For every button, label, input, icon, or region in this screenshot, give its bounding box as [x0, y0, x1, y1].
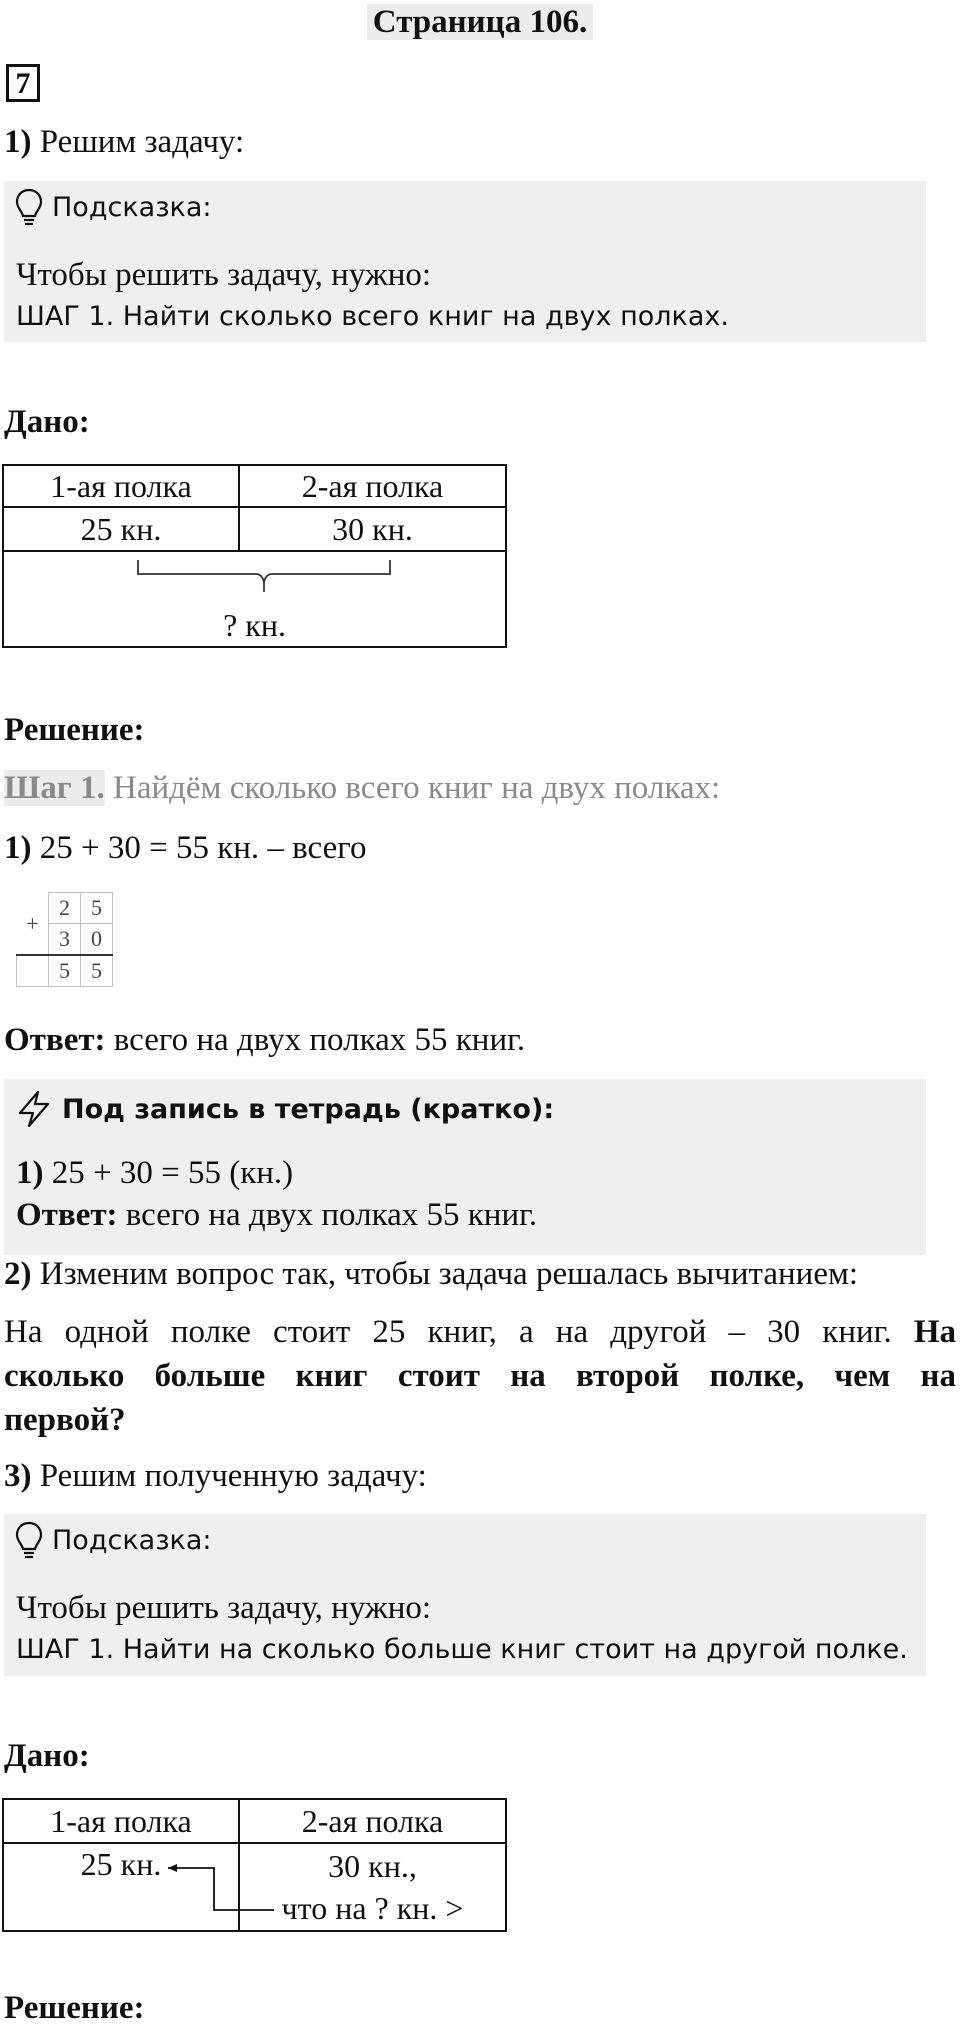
- given-table-2: [2, 1798, 507, 1932]
- note-eq-num: 1): [16, 1155, 44, 1191]
- hint-header: [14, 187, 212, 227]
- shelf2-header: 2-ая полка: [239, 465, 506, 507]
- page-title: [0, 4, 960, 41]
- curly-brace: [136, 558, 392, 594]
- shelf1-header: 1-ая полка: [3, 1799, 239, 1843]
- hint-box-1: [4, 181, 926, 342]
- lightbulb-icon: [14, 1520, 44, 1560]
- task-text-line-2: сколько больше книг стоит на второй полке, чем на: [4, 1358, 956, 1394]
- shelf2-comparison: что на ? кн. >: [281, 1890, 464, 1926]
- note-title: Под запись в тетрадь (кратко): [62, 1093, 544, 1125]
- note-answer-text: всего на двух полках 55 книг.: [125, 1197, 538, 1233]
- hint-step-label: ШАГ 1.: [16, 301, 115, 332]
- plus-sign: +: [17, 893, 49, 956]
- shelf1-value-cell: [3, 1843, 239, 1931]
- total-value: ? кн.: [223, 607, 286, 643]
- hint-box-2: [4, 1514, 926, 1676]
- lightning-icon: [14, 1089, 54, 1129]
- solution-label-1: Решение:: [4, 712, 145, 748]
- digit-s2: 5: [81, 955, 113, 987]
- task-text-line-3: первой?: [4, 1402, 126, 1438]
- equation-num: 1): [4, 830, 32, 866]
- hint-step: [16, 301, 729, 332]
- hint-step: [16, 1634, 908, 1665]
- page-title-text: Страница 106.: [367, 4, 593, 40]
- part1-text: Решим задачу:: [39, 124, 245, 160]
- task-text-line-1: [4, 1314, 956, 1351]
- shelf1-value: 25 кн.: [80, 1846, 162, 1882]
- note-colon: :: [543, 1093, 555, 1125]
- part1-num: 1): [4, 124, 32, 160]
- part1-heading: [4, 124, 244, 161]
- part3-text: Решим полученную задачу:: [39, 1458, 427, 1494]
- total-cell: [3, 551, 506, 647]
- part2-heading: [4, 1256, 858, 1293]
- answer-1: [4, 1022, 525, 1059]
- part3-heading: [4, 1458, 427, 1495]
- task-number: 7: [15, 67, 31, 100]
- part3-num: 3): [4, 1458, 32, 1494]
- equation-1: [4, 830, 366, 867]
- hint-line-1: Чтобы решить задачу, нужно:: [16, 257, 432, 293]
- note-answer-label: Ответ:: [16, 1197, 118, 1233]
- note-equation: [16, 1155, 293, 1192]
- comparison-arrow: [164, 1864, 276, 1920]
- hint-header: [14, 1520, 212, 1560]
- given-label-1: Дано:: [4, 404, 90, 440]
- answer-label: Ответ:: [4, 1022, 106, 1058]
- note-header: [14, 1089, 554, 1129]
- digit-b2: 0: [81, 924, 113, 956]
- hint-title: Подсказка:: [52, 1524, 212, 1556]
- equation-text: 25 + 30 = 55 кн. – всего: [39, 830, 367, 866]
- shelf2-value: 30 кн.: [239, 507, 506, 551]
- digit-a1: 2: [49, 893, 81, 924]
- hint-step-text: Найти на сколько больше книг стоит на другой полке.: [122, 1634, 908, 1665]
- hint-step-label: ШАГ 1.: [16, 1634, 115, 1665]
- solution-step-text: Найдём сколько всего книг на двух полках:: [112, 770, 721, 806]
- digit-a2: 5: [81, 893, 113, 924]
- column-addition: [16, 892, 113, 987]
- solution-step: [4, 770, 720, 807]
- task-text-plain: На одной полке стоит 25 книг, а на другой – 30 книг.: [4, 1314, 892, 1350]
- hint-line-1: Чтобы решить задачу, нужно:: [16, 1590, 432, 1626]
- note-eq-text: 25 + 30 = 55 (кн.): [51, 1155, 294, 1191]
- note-answer: [16, 1197, 537, 1234]
- solution-step-label: Шаг 1.: [4, 770, 105, 806]
- shelf2-value-cell: [239, 1843, 506, 1931]
- answer-text: всего на двух полках 55 книг.: [113, 1022, 526, 1058]
- shelf2-value: 30 кн.,: [328, 1848, 417, 1884]
- part2-num: 2): [4, 1256, 32, 1292]
- given-label-2: Дано:: [4, 1738, 90, 1774]
- solution-label-2: Решение:: [4, 1990, 145, 2026]
- shelf1-header: 1-ая полка: [3, 465, 239, 507]
- hint-step-text: Найти сколько всего книг на двух полках.: [122, 301, 729, 332]
- given-table-1: [2, 464, 507, 648]
- shelf1-value: 25 кн.: [3, 507, 239, 551]
- task-number-box: [6, 64, 40, 102]
- hint-title: Подсказка:: [52, 191, 212, 223]
- lightbulb-icon: [14, 187, 44, 227]
- note-box: [4, 1079, 926, 1255]
- part2-text: Изменим вопрос так, чтобы задача решалась вычитанием:: [39, 1256, 859, 1292]
- digit-s1: 5: [49, 955, 81, 987]
- digit-b1: 3: [49, 924, 81, 956]
- task-text-bold-start: На: [913, 1314, 957, 1350]
- sum-empty: [17, 955, 49, 987]
- shelf2-header: 2-ая полка: [239, 1799, 506, 1843]
